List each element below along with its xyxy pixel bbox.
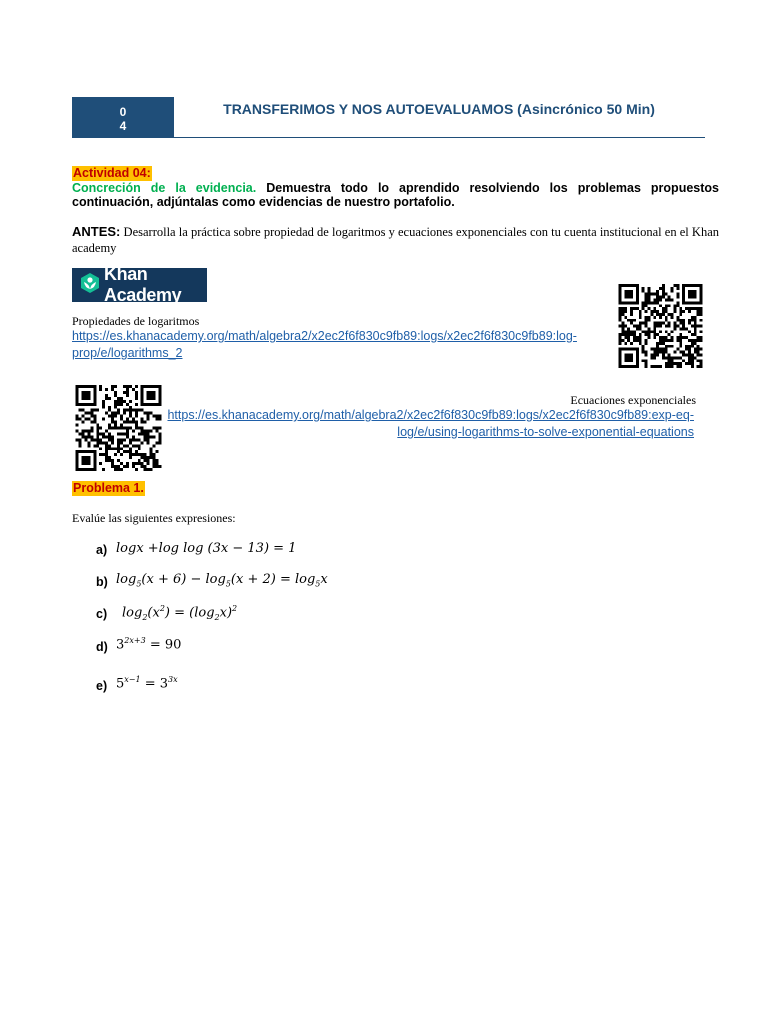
antes-label: ANTES: bbox=[72, 224, 121, 239]
antes-text: Desarrolla la práctica sobre propiedad de logaritmos y ecuaciones exponenciales con tu cuenta institucional en el Khan academy bbox=[72, 225, 719, 255]
khan-academy-logo-text: Khan Academy bbox=[104, 264, 182, 305]
equation-c: $\log_2(x^2) = (\log_2x)^2$ bbox=[122, 604, 238, 622]
section-number-line1: 0 bbox=[119, 105, 127, 119]
item-letter-d: d) bbox=[96, 640, 108, 654]
propiedades-caption: Propiedades de logaritmos bbox=[72, 314, 200, 328]
item-letter-a: a) bbox=[96, 543, 108, 557]
page-title: TRANSFERIMOS Y NOS AUTOEVALUAMOS (Asincrónico 50 Min) bbox=[223, 101, 655, 117]
khan-leaf-icon bbox=[80, 272, 100, 299]
item-letter-c: c) bbox=[96, 607, 108, 621]
equation-a: logx +log log (3x − 13) = 1 bbox=[116, 541, 297, 556]
item-letter-e: e) bbox=[96, 679, 108, 693]
propiedades-link[interactable]: https://es.khanacademy.org/math/algebra2/x2ec2f6f830c9fb89:logs/x2ec2f6f830c9fb89:log-prop/e/logarithms_2 bbox=[72, 329, 577, 360]
antes-paragraph bbox=[72, 224, 719, 256]
activity-label: Actividad 04: bbox=[73, 166, 151, 180]
activity-green-heading: Concreción de la evidencia. bbox=[72, 181, 257, 195]
ecuaciones-link[interactable]: https://es.khanacademy.org/math/algebra2/x2ec2f6f830c9fb89:logs/x2ec2f6f830c9fb89:exp-eq-log/e/using-logarithms-to-solve-exponential-equations bbox=[167, 408, 694, 439]
item-letter-b: b) bbox=[96, 575, 108, 589]
khan-academy-logo bbox=[72, 264, 207, 305]
section-number-line2: 4 bbox=[119, 119, 127, 133]
equation-b: $\log_5(x + 6) - \log_5(x + 2) = \log_5x$ bbox=[116, 572, 328, 589]
ecuaciones-caption: Ecuaciones exponenciales bbox=[570, 393, 696, 407]
section-number-box bbox=[72, 97, 174, 138]
equation-d: $3^{2x+3} = 90$ bbox=[116, 636, 182, 653]
header-divider bbox=[174, 137, 705, 138]
activity-description bbox=[72, 181, 719, 209]
problem-instruction: Evalúe las siguientes expresiones: bbox=[72, 511, 236, 525]
equation-e: $5^{x-1} = 3^{3x}$ bbox=[116, 675, 178, 692]
activity-body: Demuestra todo lo aprendido resolviendo los problemas propuestos continuación, adjúntalas como evidencias de nuestro portafolio. bbox=[72, 181, 719, 209]
qr-code-ecuaciones bbox=[73, 385, 164, 471]
problem-label: Problema 1. bbox=[73, 481, 144, 495]
qr-code-propiedades bbox=[617, 284, 704, 368]
